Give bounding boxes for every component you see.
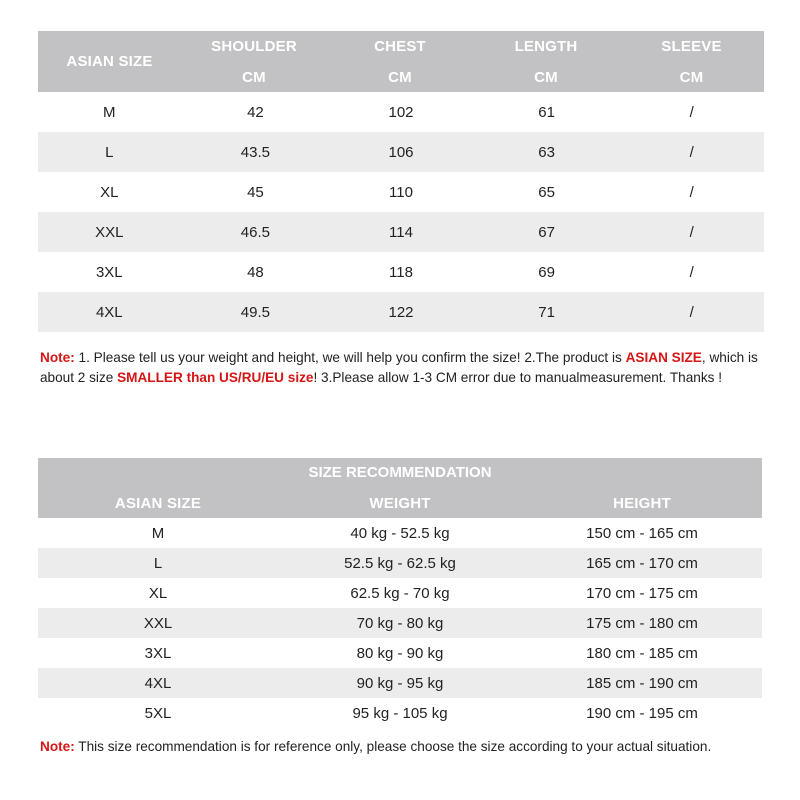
header-shoulder — [181, 31, 327, 92]
table-cell: / — [689, 143, 694, 161]
table-row — [38, 172, 764, 212]
table-cell: L — [105, 143, 114, 161]
table-cell: 185 cm - 190 cm — [586, 674, 698, 692]
header-sleeve — [619, 31, 764, 92]
table-row — [38, 212, 764, 252]
table-cell: 95 kg - 105 kg — [352, 704, 448, 722]
table-row — [38, 638, 762, 668]
table-row — [38, 698, 762, 728]
table-row — [38, 548, 762, 578]
header-label: SHOULDER — [211, 37, 297, 55]
table-cell: 180 cm - 185 cm — [586, 644, 698, 662]
table-cell: 45 — [247, 183, 264, 201]
table-cell: 69 — [538, 263, 555, 281]
table-cell: 165 cm - 170 cm — [586, 554, 698, 572]
table-cell: 122 — [388, 303, 414, 321]
table-cell: XXL — [95, 223, 124, 241]
note-text: , which is about 2 size — [40, 350, 758, 385]
table-cell: 49.5 — [240, 303, 270, 321]
table-cell: 150 cm - 165 cm — [586, 524, 698, 542]
table-cell: 4XL — [144, 674, 172, 692]
table-cell: 67 — [538, 223, 555, 241]
recommendation-title: SIZE RECOMMENDATION — [308, 464, 492, 481]
header-chest — [327, 31, 473, 92]
table-cell: 80 kg - 90 kg — [356, 644, 444, 662]
header-weight: WEIGHT — [369, 494, 431, 512]
header-unit: CM — [388, 68, 412, 86]
table-cell: 65 — [538, 183, 555, 201]
table-row — [38, 608, 762, 638]
table-cell: M — [103, 103, 116, 121]
table-cell: 5XL — [144, 704, 172, 722]
table-cell: 3XL — [144, 644, 172, 662]
table-cell: / — [689, 103, 694, 121]
size-note — [40, 348, 762, 387]
header-label: ASIAN SIZE — [66, 53, 153, 70]
table-cell: 46.5 — [240, 223, 270, 241]
table-cell: 71 — [538, 303, 555, 321]
table-cell: 63 — [538, 143, 555, 161]
table-cell: 42 — [247, 103, 264, 121]
note-text: This size recommendation is for reference only, please choose the size according to your actual situation. — [74, 739, 712, 754]
table-cell: M — [151, 524, 165, 542]
table-cell: 110 — [389, 183, 413, 201]
table-row — [38, 292, 764, 332]
table-cell: 175 cm - 180 cm — [586, 614, 698, 632]
table-row — [38, 132, 764, 172]
header-length — [473, 31, 619, 92]
header-unit: CM — [242, 68, 266, 86]
note-text: 1. Please tell us your weight and height, we will help you confirm the size! 2.The product is — [74, 350, 626, 365]
table-row — [38, 668, 762, 698]
table-cell: 52.5 kg - 62.5 kg — [344, 554, 456, 572]
header-label: CHEST — [374, 37, 426, 55]
note-label: Note: — [40, 350, 75, 365]
table-cell: 61 — [538, 103, 555, 121]
size-recommendation-table — [38, 458, 762, 728]
table-cell: 43.5 — [240, 143, 270, 161]
header-asian-size — [38, 31, 181, 92]
table-cell: XXL — [143, 614, 173, 632]
size-chart-header — [38, 31, 764, 92]
table-cell: 90 kg - 95 kg — [356, 674, 444, 692]
table-row — [38, 92, 764, 132]
note-highlight-asian-size: ASIAN SIZE — [625, 350, 702, 365]
note-label: Note: — [40, 739, 75, 754]
table-cell: XL — [100, 183, 119, 201]
table-cell: 190 cm - 195 cm — [586, 704, 698, 722]
table-cell: 114 — [389, 223, 413, 241]
table-row — [38, 252, 764, 292]
table-cell: 170 cm - 175 cm — [586, 584, 698, 602]
table-cell: 62.5 kg - 70 kg — [350, 584, 450, 602]
table-cell: / — [689, 183, 694, 201]
table-cell: 118 — [389, 263, 413, 281]
table-cell: / — [689, 263, 694, 281]
table-cell: / — [689, 223, 694, 241]
header-unit: CM — [534, 68, 558, 86]
header-label: SLEEVE — [661, 37, 722, 55]
table-cell: 106 — [388, 143, 414, 161]
table-row — [38, 518, 762, 548]
table-cell: 48 — [247, 263, 264, 281]
header-asian-size: ASIAN SIZE — [114, 494, 202, 512]
table-row — [38, 578, 762, 608]
table-cell: 70 kg - 80 kg — [356, 614, 444, 632]
note-text: ! 3.Please allow 1-3 CM error due to manualmeasurement. Thanks ! — [313, 369, 722, 385]
size-chart-body — [38, 92, 764, 332]
recommendation-header — [38, 458, 762, 518]
table-cell: 4XL — [95, 303, 123, 321]
table-cell: XL — [148, 584, 168, 602]
header-label: LENGTH — [514, 37, 578, 55]
header-unit: CM — [679, 68, 704, 86]
table-cell: 3XL — [95, 263, 123, 281]
recommendation-body — [38, 518, 762, 728]
table-cell: 102 — [388, 103, 414, 121]
table-cell: / — [689, 303, 694, 321]
table-cell: 40 kg - 52.5 kg — [350, 524, 450, 542]
recommendation-note — [40, 737, 762, 757]
table-cell: L — [153, 554, 163, 572]
header-height: HEIGHT — [613, 494, 671, 512]
size-chart-table — [38, 31, 764, 332]
note-highlight-smaller: SMALLER than US/RU/EU size — [117, 369, 314, 385]
